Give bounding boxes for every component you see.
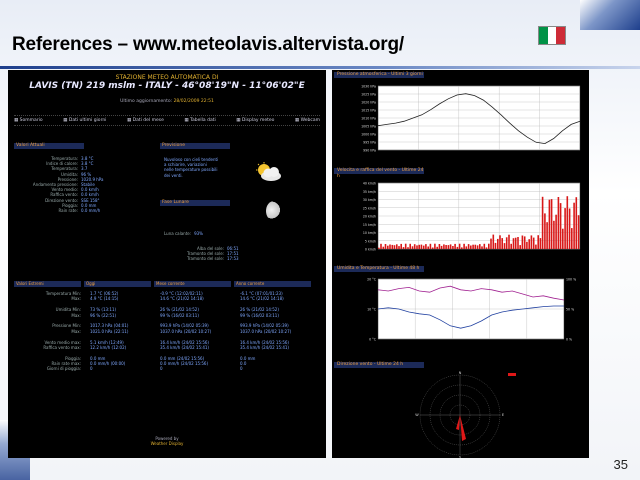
current-value-row: Temperatura: 3.7 — [51, 166, 88, 172]
wind-bar — [383, 247, 385, 249]
wind-bar — [573, 203, 575, 249]
wind-bar — [499, 235, 501, 249]
wind-bar — [555, 215, 557, 249]
wind-bar — [394, 245, 396, 249]
wind-bar — [549, 200, 551, 249]
wind-bar — [560, 203, 562, 249]
wind-bar — [457, 247, 459, 249]
nav-item-5[interactable]: ▦ Webcam — [294, 118, 320, 123]
wind-bar — [578, 215, 580, 249]
extremes-table — [14, 281, 320, 372]
wind-bar — [495, 243, 497, 249]
section-current-values: Valori Attuali — [14, 143, 84, 149]
compass-label: S — [458, 455, 462, 458]
wind-bar — [418, 245, 420, 249]
wind-bar — [504, 243, 506, 249]
wind-bar — [486, 247, 488, 249]
wind-bar — [421, 245, 423, 249]
compass-label: E — [501, 413, 505, 417]
axis-tick-label: 0 km/h — [364, 247, 376, 252]
nav-item-0[interactable]: ▦ Sommario — [14, 118, 43, 123]
wind-bar — [405, 244, 407, 249]
wind-bar — [398, 246, 400, 249]
wind-bar — [427, 247, 429, 250]
wind-bar — [533, 238, 535, 249]
wind-bar — [528, 239, 530, 249]
table-row: Vento medio max: 5.1 km/h (12:49) 16.4 km/h (24/02 15:56) 16.4 km/h (24/02 15:56) — [44, 339, 289, 345]
extremes-header: Valori Estremi — [14, 281, 81, 287]
current-value-row: Direzione vento: SSE 158° — [45, 197, 100, 203]
axis-tick-label: 20 km/h — [362, 214, 376, 219]
nav-item-1[interactable]: ▦ Dati ultimi giorni — [63, 118, 107, 123]
wind-bar — [389, 245, 391, 250]
wind-bar — [414, 244, 416, 249]
wind-bar — [409, 244, 411, 249]
wind-chart-title: Velocita e raffica del vento - Ultime 24 h — [334, 168, 424, 174]
forecast-line: a schiarire, variazioni — [164, 162, 207, 168]
table-row: Max: 1021.0 hPa (22:11) 1037.0 hPa (20/02 10:27) 1037.0 hPa (20/02 10:27) — [71, 328, 292, 334]
legend-swatch — [508, 373, 516, 376]
wind-bar — [423, 246, 425, 249]
wind-bar — [576, 197, 578, 249]
moon-phase-icon — [266, 201, 282, 221]
wind-bar — [416, 245, 418, 249]
wind-bar — [569, 209, 571, 250]
wind-bar — [490, 239, 492, 249]
wind-bar — [513, 238, 515, 249]
axis-tick-label: 995 hPa — [363, 140, 376, 145]
current-value-row: Indice di calore: 3.8 °C — [46, 161, 94, 167]
wind-bar — [380, 244, 382, 249]
axis-tick-label: 50 % — [566, 307, 575, 312]
axis-tick-label: 40 km/h — [362, 181, 376, 186]
wind-bar — [481, 246, 483, 249]
axis-tick-label: 1025 hPa — [361, 92, 376, 97]
current-value-row: Pressione: 1020.9 hPa — [57, 176, 104, 182]
wind-bar — [558, 197, 560, 249]
forecast-line: dei venti. — [164, 172, 183, 178]
wind-bar — [439, 244, 441, 249]
station-header-label: STAZIONE METEO AUTOMATICA DI — [115, 74, 219, 81]
wind-bar — [463, 244, 465, 249]
wind-bar — [477, 245, 479, 249]
wind-bar — [454, 244, 456, 249]
partly-cloudy-icon — [254, 162, 284, 182]
wind-bar — [385, 244, 387, 249]
table-row: Pressione Min: 1017.3 hPa (04:01) 993.9 hPa (14/02 05:39) 993.9 hPa (14/02 05:39) — [52, 323, 289, 329]
sun-time-row: Tramonto del sole: 17:51 — [187, 251, 239, 257]
current-value-row: Temperatura: 3.8 °C — [51, 156, 94, 161]
wind-bar — [396, 244, 398, 249]
station-header-title: LAVIS (TN) 219 mslm - ITALY - 46°08'19"N - 11°06'02"E — [29, 81, 305, 91]
wind-bar — [403, 247, 405, 249]
wind-bar — [450, 244, 452, 249]
wind-bar — [441, 246, 443, 249]
axis-tick-label: 25 km/h — [362, 206, 376, 211]
wind-bar — [430, 244, 432, 249]
nav-item-4[interactable]: ▦ Display meteo — [236, 118, 275, 123]
wind-bar — [407, 247, 409, 249]
current-value-row: Umidita: 96 % — [61, 171, 92, 177]
wind-bar — [535, 245, 537, 249]
current-value-row: Vento medio: 0.0 km/h — [51, 187, 99, 193]
wind-bar — [387, 246, 389, 249]
wind-direction-chart-title: Direzione vento - Ultime 24 h — [334, 362, 424, 368]
wind-bar — [493, 235, 495, 249]
wind-bar — [501, 238, 503, 249]
axis-tick-label: 1010 hPa — [361, 116, 376, 121]
wind-bar — [461, 247, 463, 249]
italy-flag-icon — [538, 26, 566, 45]
wind-bar — [524, 236, 526, 249]
year-header: Anno corrente — [234, 281, 311, 287]
axis-tick-label: 20 °C — [367, 277, 376, 282]
nav-item-3[interactable]: ▦ Tabella dati — [184, 118, 216, 123]
axis-tick-label: 0 % — [566, 337, 573, 342]
pressure-chart — [332, 79, 589, 169]
wind-bar — [544, 213, 546, 249]
wind-bar — [466, 246, 468, 249]
table-row: Rain rate max: 0.0 mm/h (00:00) 0.0 mm/h (24/02 15:56) 0.0 — [51, 361, 247, 367]
last-update: Ultimo aggiornamento: 28/02/2009 22:51 — [120, 99, 214, 104]
wind-bar — [506, 237, 508, 249]
page-number: 35 — [613, 457, 628, 472]
wind-bar — [479, 244, 481, 249]
wind-bar — [546, 222, 548, 249]
wind-bar — [412, 246, 414, 249]
wind-bar — [400, 244, 402, 249]
wind-bar — [443, 244, 445, 249]
temp-humidity-chart-title: Umidita e Temperatura - Ultime 48 h — [334, 266, 424, 272]
wind-bar — [470, 246, 472, 250]
wind-bar — [551, 199, 553, 249]
section-forecast: Previsione — [160, 143, 230, 149]
wind-bar — [526, 242, 528, 249]
wind-bar — [540, 238, 542, 249]
forecast-text — [164, 157, 244, 178]
axis-tick-label: 1000 hPa — [361, 132, 376, 137]
wind-bar — [531, 235, 533, 249]
station-nav — [14, 115, 320, 126]
current-value-row: Andamento pressione: Stabile — [32, 182, 95, 188]
wind-bar — [445, 245, 447, 249]
wind-bar — [553, 221, 555, 249]
moon-phase-value: Luna calante: 93% — [164, 231, 203, 236]
wind-bar — [510, 244, 512, 249]
current-value-row: Pioggia: 0.0 mm — [62, 202, 97, 208]
wind-bar — [436, 247, 438, 249]
axis-tick-label: 0 °C — [369, 337, 376, 342]
wind-bar — [508, 235, 510, 249]
current-value-row: Rain rate: 0.0 mm/h — [58, 208, 101, 214]
wind-bar — [562, 229, 564, 249]
wind-bar — [537, 235, 539, 249]
table-row: Umidita Min: 73 % (13:11) 26 % (21/02 14:52) 26 % (21/02 14:52) — [55, 307, 279, 313]
wind-bar — [519, 245, 521, 249]
axis-tick-label: 990 hPa — [363, 148, 376, 153]
axis-tick-label: 10 km/h — [362, 231, 376, 235]
wind-bar — [542, 197, 544, 249]
wind-bar — [452, 246, 454, 249]
pressure-chart-title: Pressione atmosferica - Ultimi 3 giorni — [334, 72, 424, 78]
axis-tick-label: 1005 hPa — [361, 124, 376, 129]
current-values-list — [16, 156, 156, 213]
wind-bar — [434, 244, 436, 249]
table-row: Raffica vento max: 12.2 km/h (12:02) 35.4 km/h (24/02 15:41) 35.4 km/h (24/02 15:41) — [43, 344, 289, 350]
wind-bar — [468, 244, 470, 249]
forecast-line: Nuvoloso con cieli tendenti — [164, 157, 219, 162]
weather-charts-screenshot — [332, 70, 589, 458]
axis-tick-label: 1020 hPa — [361, 100, 376, 105]
nav-item-2[interactable]: ▦ Dati del mese — [126, 118, 164, 123]
sun-time-row: Alba del sole: 06:51 — [197, 246, 239, 251]
wind-direction-chart — [332, 369, 589, 458]
title-divider — [0, 66, 640, 69]
compass-label: N — [458, 371, 462, 375]
wind-bar — [522, 236, 524, 250]
axis-tick-label: 5 km/h — [364, 239, 376, 244]
month-header: Mese corrente — [154, 281, 231, 287]
slide-corner-decoration — [580, 0, 640, 30]
table-row: Temperatura Min: 1.7 °C (06:52) -0.9 °C (12:02/02:11) -6.1 °C (07:01/01:23) — [45, 291, 283, 296]
weather-station-summary-screenshot — [8, 70, 326, 458]
sun-time-row: Tramonto del sole: 17:53 — [187, 256, 239, 262]
temp-humidity-chart — [332, 273, 589, 363]
axis-tick-label: 30 km/h — [362, 198, 376, 202]
footer-credit: Powered by Weather Display — [150, 436, 184, 446]
table-row: Pioggia: 0.0 mm 0.0 mm (24/02 15:56) 0.0 mm — [65, 355, 256, 361]
axis-tick-label: 100 % — [566, 277, 577, 282]
axis-tick-label: 1030 hPa — [361, 84, 376, 89]
sun-times — [164, 246, 264, 262]
current-value-row: Raffica vento: 0.0 km/h — [50, 192, 99, 198]
table-row: Giorni di pioggia: 0 0 0 — [46, 366, 243, 372]
wind-bar — [571, 228, 573, 249]
slide-title: References – www.meteolavis.altervista.org/ — [12, 34, 404, 55]
compass-label: W — [415, 413, 419, 417]
wind-bar — [425, 244, 427, 249]
axis-tick-label: 15 km/h — [362, 222, 376, 227]
axis-tick-label: 1015 hPa — [361, 108, 376, 113]
wind-bar — [497, 239, 499, 249]
wind-bar — [515, 238, 517, 249]
table-row: Max: 96 % (22:51) 99 % (16/02 03:11) 99 % (16/02 03:11) — [71, 312, 279, 318]
today-header: Oggi — [84, 281, 151, 287]
wind-bar — [475, 245, 477, 249]
wind-chart — [332, 175, 589, 267]
wind-bar — [432, 248, 434, 250]
wind-bar — [392, 245, 394, 249]
axis-tick-label: 10 °C — [367, 307, 376, 312]
wind-bar — [472, 245, 474, 249]
section-moon-phase: Fase Lunare — [160, 200, 230, 206]
table-row: Max: 4.9 °C (14:15) 14.6 °C (21/02 14:18) 14.6 °C (21/02 14:18) — [71, 296, 284, 302]
forecast-line: nelle temperature possibili — [164, 167, 218, 173]
axis-tick-label: 35 km/h — [362, 189, 376, 194]
wind-bar — [378, 248, 380, 249]
wind-bar — [459, 244, 461, 249]
wind-bar — [484, 244, 486, 249]
wind-bar — [448, 245, 450, 249]
wind-bar — [488, 244, 490, 249]
wind-bar — [567, 196, 569, 249]
wind-bar — [564, 208, 566, 249]
wind-bar — [517, 237, 519, 249]
